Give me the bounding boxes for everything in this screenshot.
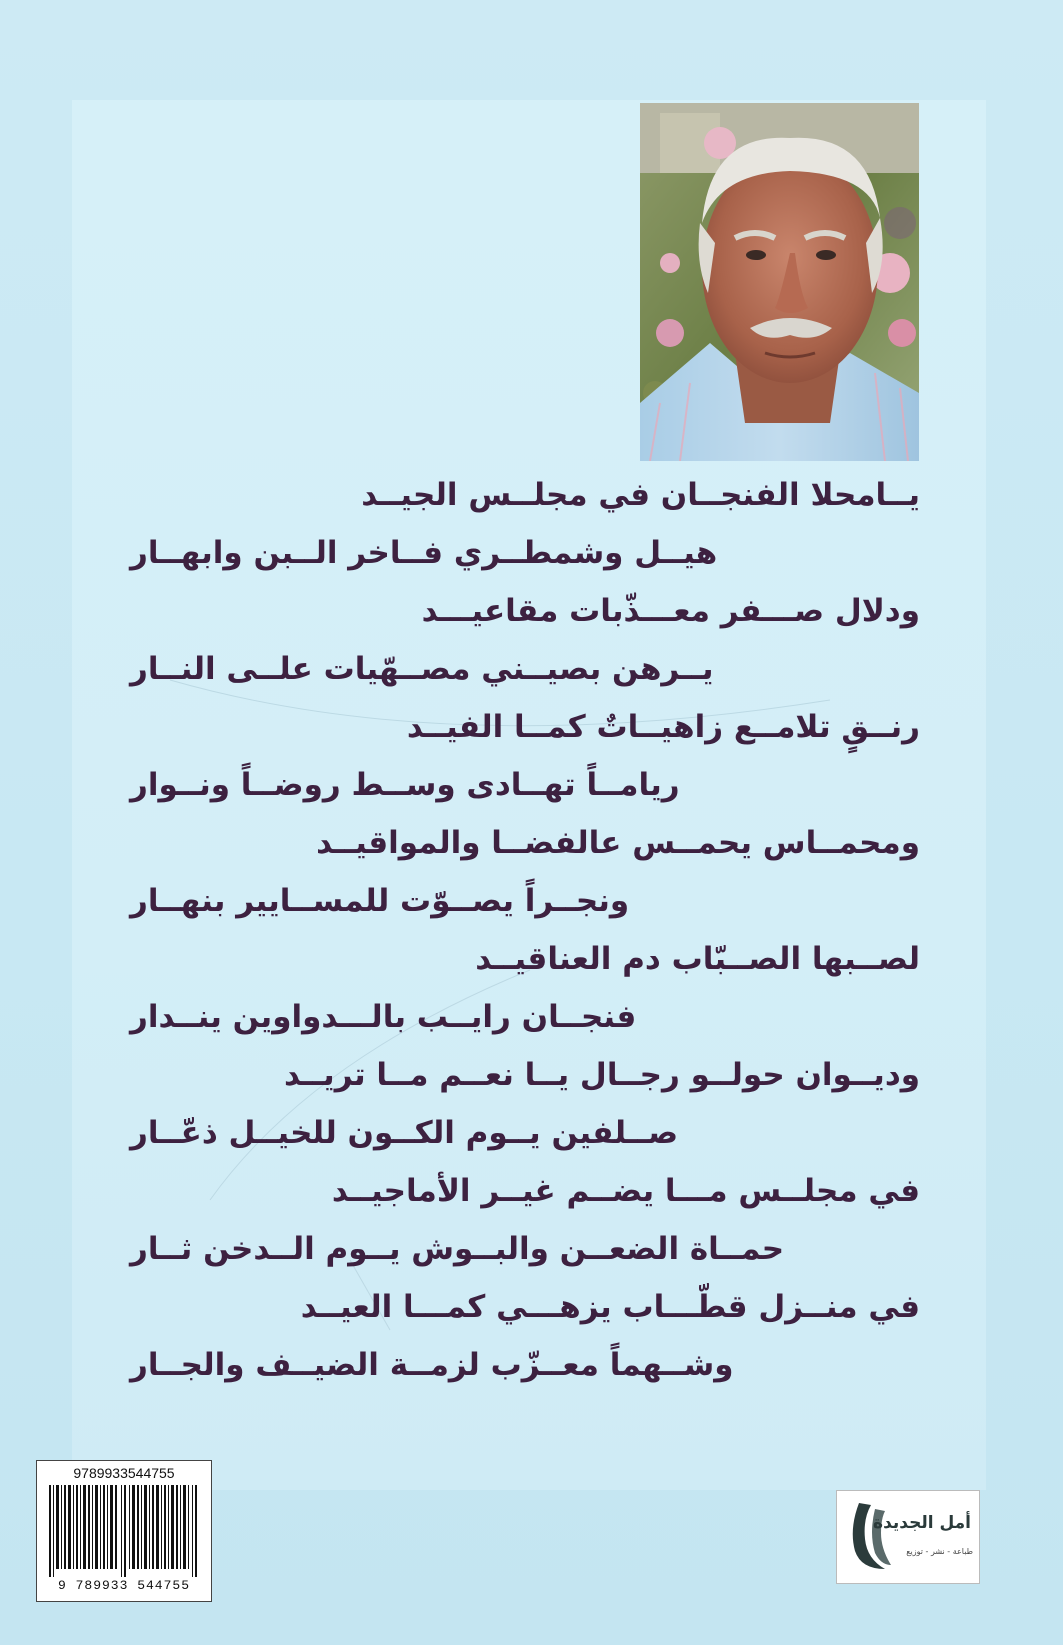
verse-line: ومحمــاس يحمــس عالفضــا والمواقيــد <box>316 825 920 861</box>
verse-line: رنــقٍ تلامــع زاهيــاتٌ كمــا الفيــد <box>406 709 920 745</box>
publisher-logo <box>836 1490 980 1584</box>
isbn-barcode-box <box>36 1460 212 1602</box>
verse-line: فنجــان رايــب بالـــدواوين ينــدار <box>130 999 637 1035</box>
verse-line: صــلفين يــوم الكــون للخيــل ذعّــار <box>130 1115 679 1151</box>
verse-line: ريامــاً تهــادى وســط روضــاً ونــوار <box>130 767 680 803</box>
verse-line: لصــبها الصــبّاب دم العناقيــد <box>475 941 920 977</box>
verse-line: ودلال صـــفر معـــذّبات مقاعيـــد <box>421 593 920 629</box>
verse-line: في منــزل قطّـــاب يزهـــي كمـــا العيــد <box>300 1289 920 1325</box>
verse-line: حمــاة الضعــن والبــوش يــوم الــدخن ثــار <box>130 1231 785 1267</box>
verse-line: ونجــراً يصــوّت للمســايير بنهــار <box>130 883 630 919</box>
verse-line: وشــهماً معــزّب لزمــة الضيــف والجــار <box>130 1347 734 1383</box>
publisher-tagline: طباعة - نشر - توزيع <box>906 1547 973 1556</box>
publisher-logo-icon <box>845 1499 893 1573</box>
author-photo <box>640 103 919 461</box>
verse-line: وديــوان حولــو رجــال يــا نعــم مــا تريــد <box>283 1057 920 1093</box>
verse-line: يــامحلا الفنجــان في مجلــس الجيــد <box>361 477 920 513</box>
verse-line: يــرهن بصيــني مصــهّيات علــى النــار <box>130 651 714 687</box>
publisher-name: أمل الجديدة <box>873 1513 971 1533</box>
portrait-icon <box>640 103 919 461</box>
verse-line: هيــل وشمطــري فــاخر الــبن وابهــار <box>130 535 718 571</box>
isbn-number: 9789933544755 <box>73 1465 175 1481</box>
isbn-digits: 9 789933 544755 <box>57 1578 191 1593</box>
barcode-icon <box>49 1485 199 1577</box>
verse-line: في مجلــس مـــا يضــم غيــر الأماجيــد <box>331 1173 920 1209</box>
poem-verses <box>120 470 920 1460</box>
